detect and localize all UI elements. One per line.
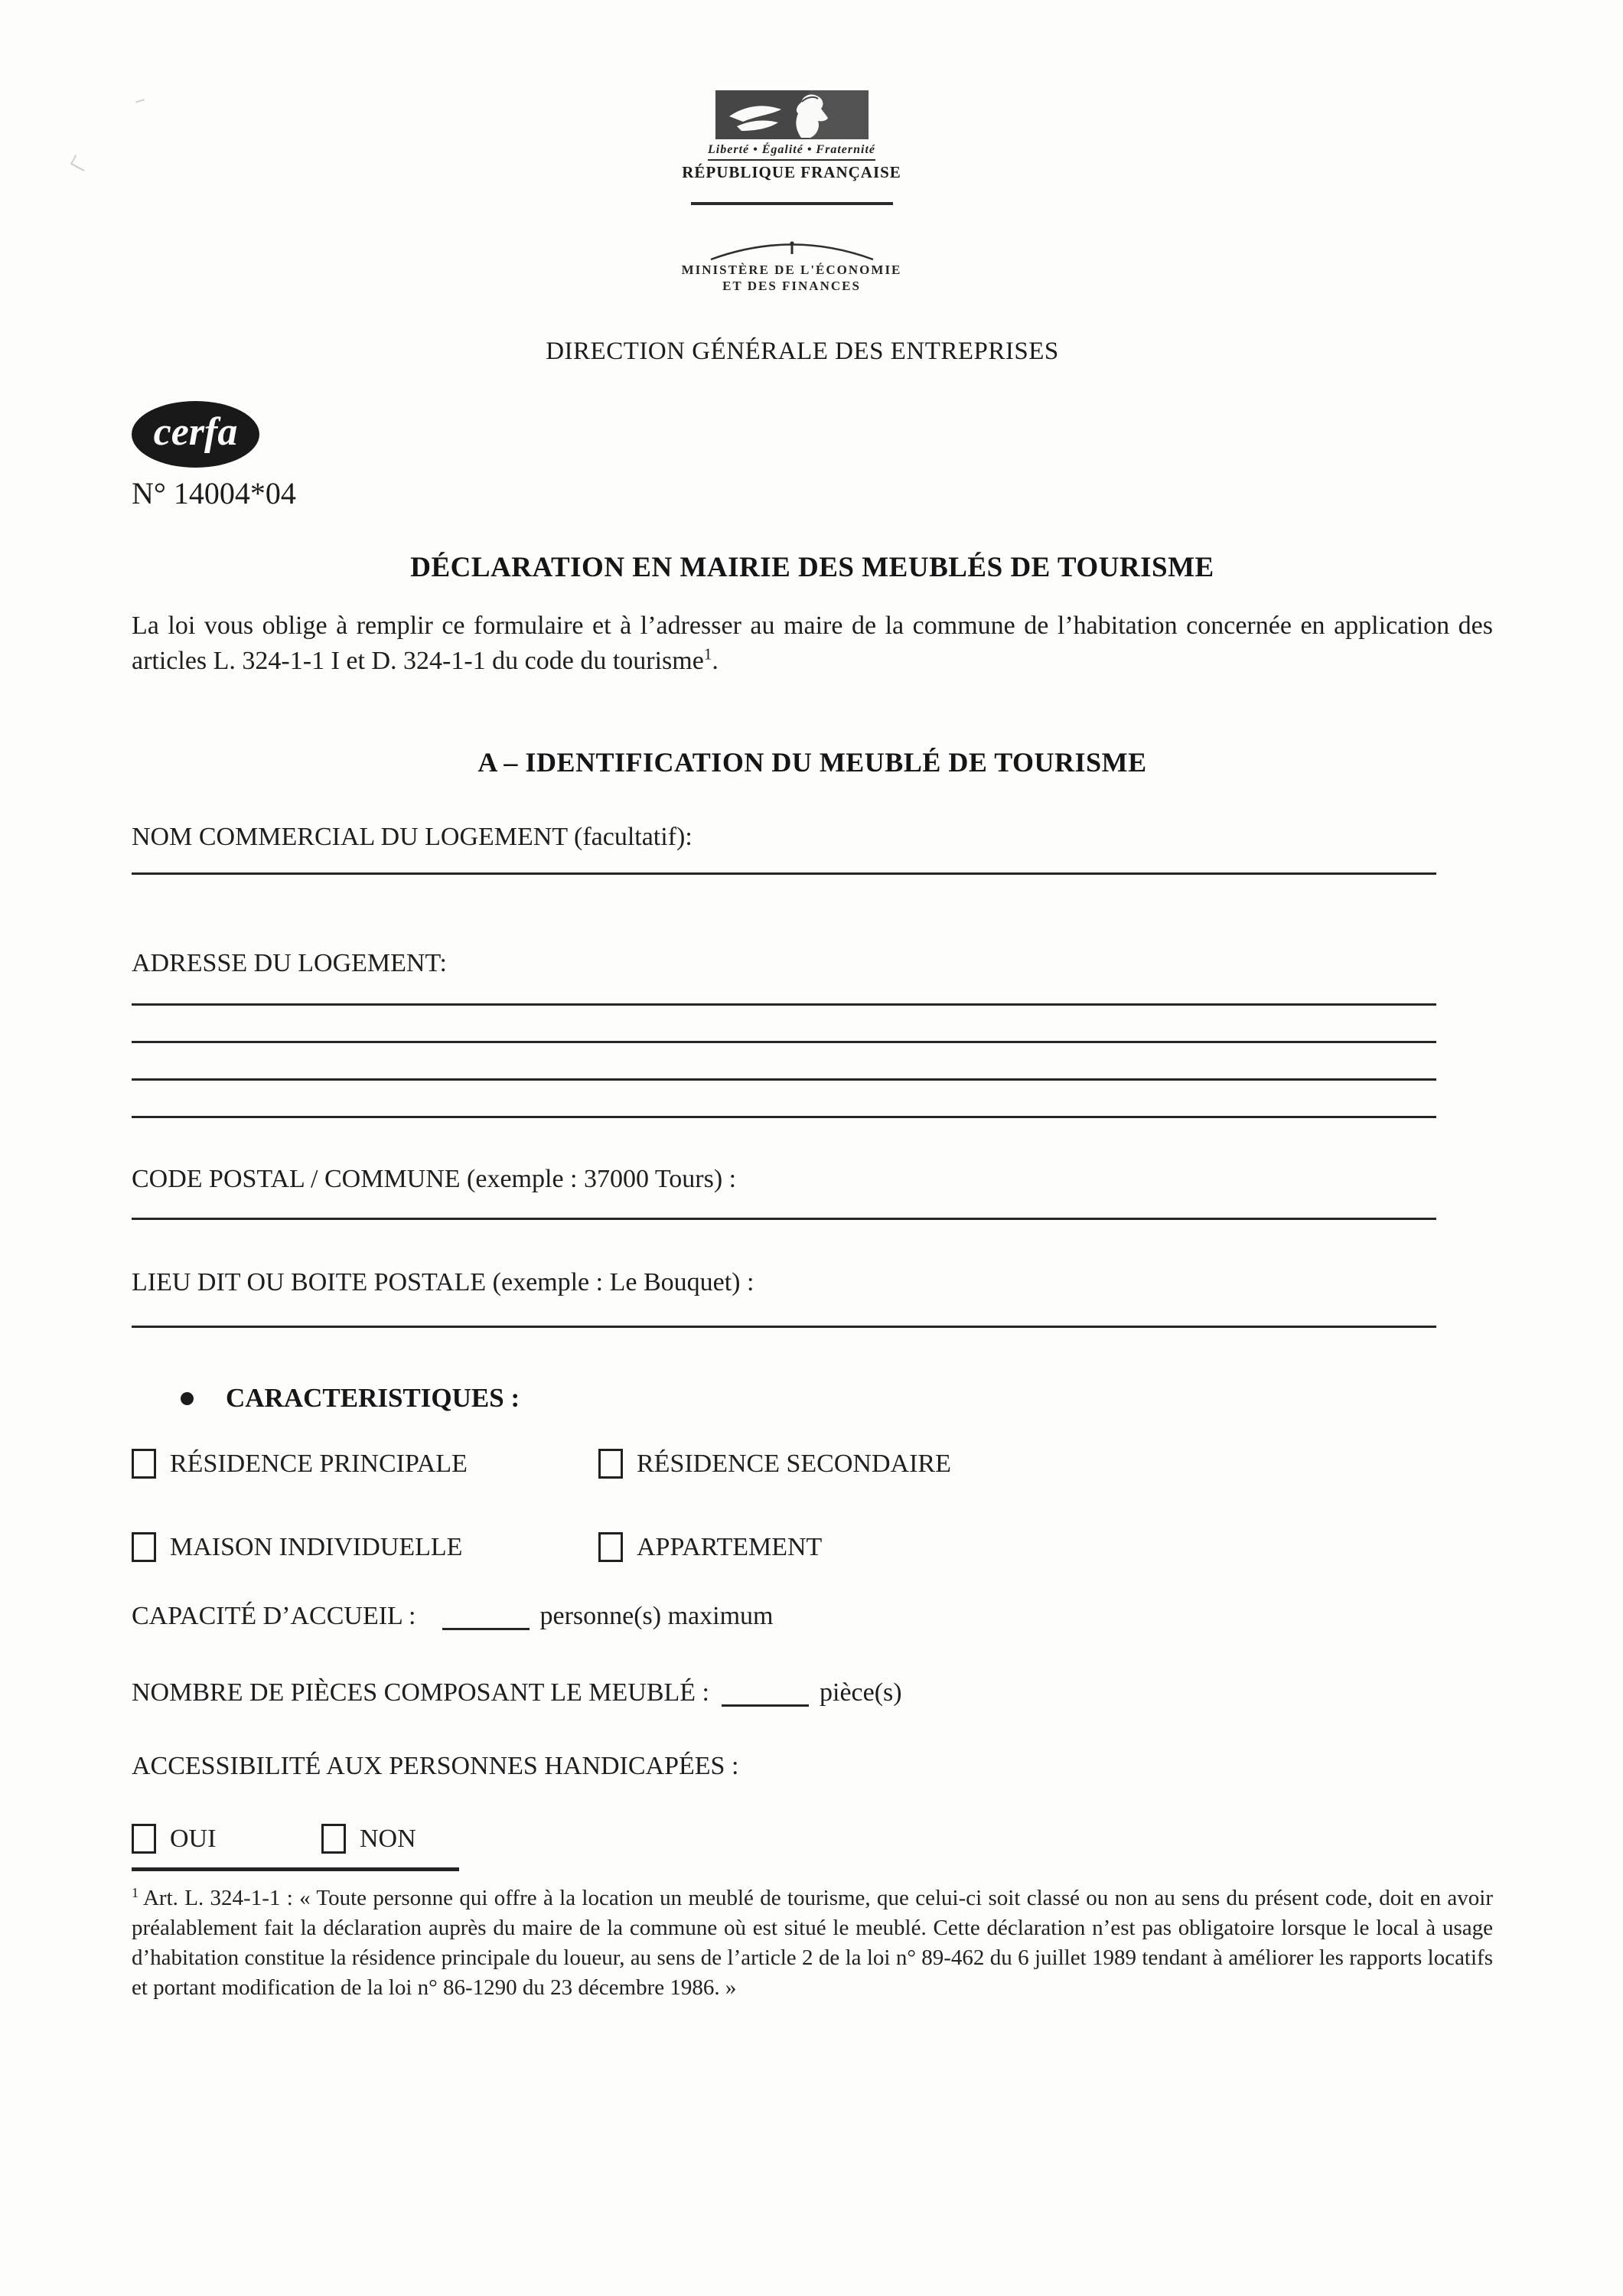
checkbox-label: OUI [170, 1824, 217, 1853]
nombre-pieces-label: NOMBRE DE PIÈCES COMPOSANT LE MEUBLÉ : [132, 1678, 709, 1707]
code-postal-label: CODE POSTAL / COMMUNE (exemple : 37000 Tours) : [132, 1164, 737, 1193]
adresse-label: ADRESSE DU LOGEMENT: [132, 948, 447, 977]
republique-francaise-logo [682, 90, 901, 182]
cerfa-block [132, 401, 1493, 511]
capacite-input-line[interactable] [442, 1605, 530, 1630]
capacite-suffix: personne(s) maximum [539, 1602, 774, 1631]
logo-motto: Liberté • Égalité • Fraternité [708, 143, 875, 161]
checkbox-label: RÉSIDENCE SECONDAIRE [637, 1449, 951, 1478]
checkbox-oui[interactable] [132, 1824, 321, 1854]
footnote-number: 1 [132, 1884, 139, 1900]
lieu-dit-input-line[interactable] [132, 1326, 1436, 1328]
nom-commercial-input-line[interactable] [132, 872, 1436, 875]
ministry-name-line2: ET DES FINANCES [722, 279, 861, 294]
logo-republique-francaise: RÉPUBLIQUE FRANÇAISE [682, 163, 901, 181]
nombre-pieces-input-line[interactable] [722, 1681, 809, 1707]
nombre-pieces-field [132, 1678, 1493, 1707]
direction-generale-title: DIRECTION GÉNÉRALE DES ENTREPRISES [546, 337, 1059, 365]
cerfa-logo [132, 401, 259, 468]
checkbox-label: MAISON INDIVIDUELLE [170, 1532, 463, 1561]
intro-period: . [712, 646, 719, 675]
government-header [0, 0, 1603, 366]
accessibilite-label: ACCESSIBILITÉ AUX PERSONNES HANDICAPÉES : [132, 1752, 739, 1781]
accessibilite-check-row [132, 1824, 1493, 1854]
footnote-paragraph [132, 1883, 1493, 2003]
residence-check-row [132, 1449, 1493, 1479]
adresse-input-line-3[interactable] [132, 1078, 1436, 1081]
cerfa-logo-text: cerfa [153, 409, 238, 454]
code-postal-input-line[interactable] [132, 1218, 1436, 1220]
marianne-icon [715, 90, 869, 139]
checkbox-icon[interactable] [132, 1824, 156, 1854]
cerfa-form-number: N° 14004*04 [132, 475, 296, 510]
checkbox-residence-principale[interactable] [132, 1449, 598, 1479]
adresse-input-line-1[interactable] [132, 1003, 1436, 1006]
bullet-icon [181, 1392, 194, 1405]
adresse-input-line-4[interactable] [132, 1116, 1436, 1118]
nom-commercial-label: NOM COMMERCIAL DU LOGEMENT (facultatif): [132, 822, 693, 851]
intro-paragraph [132, 608, 1493, 679]
checkbox-icon[interactable] [598, 1449, 623, 1479]
checkbox-label: NON [360, 1824, 416, 1853]
ministry-arc-icon [706, 236, 878, 262]
adresse-input-line-2[interactable] [132, 1041, 1436, 1043]
form-title: DÉCLARATION EN MAIRIE DES MEUBLÉS DE TOURISME [410, 551, 1214, 583]
checkbox-non[interactable] [321, 1824, 416, 1854]
intro-text: La loi vous oblige à remplir ce formulaire et à l’adresser au maire de la commune de l’habitation concernée en application des articles L. 324-1-1 I et D. 324-1-1 du code du tourisme [132, 611, 1493, 675]
capacite-field [132, 1602, 1493, 1631]
footnote-reference: 1 [703, 644, 712, 664]
checkbox-appartement[interactable] [598, 1532, 822, 1562]
checkbox-label: APPARTEMENT [637, 1532, 823, 1561]
caracteristiques-heading [181, 1383, 1493, 1414]
footnote-text: Art. L. 324-1-1 : « Toute personne qui offre à la location un meublé de tourisme, que celui-ci soit classé ou non au sens du présent code, doit en avoir préalablement fait la déclaration auprès du maire de la commune où est situé le meublé. Cette déclaration n’est pas obligatoire lorsque le local à usage d’habitation constitue la résidence principale du loueur, au sens de l’article 2 de la loi n° 89-462 du 6 juillet 1989 tendant à améliorer les rapports locatifs et portant modification de la loi n° 86-1290 du 23 décembre 1986. » [132, 1886, 1493, 2001]
checkbox-icon[interactable] [132, 1532, 156, 1562]
capacite-label: CAPACITÉ D’ACCUEIL : [132, 1602, 416, 1631]
ministry-emblem [0, 236, 1603, 295]
checkbox-label: RÉSIDENCE PRINCIPALE [170, 1449, 468, 1478]
caracteristiques-heading-label: CARACTERISTIQUES : [226, 1383, 520, 1414]
checkbox-residence-secondaire[interactable] [598, 1449, 951, 1479]
checkbox-maison-individuelle[interactable] [132, 1532, 598, 1562]
ministry-name-line1: MINISTÈRE DE L'ÉCONOMIE [681, 263, 902, 277]
checkbox-icon[interactable] [321, 1824, 346, 1854]
checkbox-icon[interactable] [598, 1532, 623, 1562]
lieu-dit-label: LIEU DIT OU BOITE POSTALE (exemple : Le Bouquet) : [132, 1268, 754, 1297]
nombre-pieces-suffix: pièce(s) [820, 1678, 902, 1707]
section-a-heading: A – IDENTIFICATION DU MEUBLÉ DE TOURISME [477, 746, 1147, 778]
checkbox-icon[interactable] [132, 1449, 156, 1479]
type-logement-check-row [132, 1532, 1493, 1562]
footnote-divider [132, 1867, 459, 1871]
header-divider [691, 202, 893, 205]
